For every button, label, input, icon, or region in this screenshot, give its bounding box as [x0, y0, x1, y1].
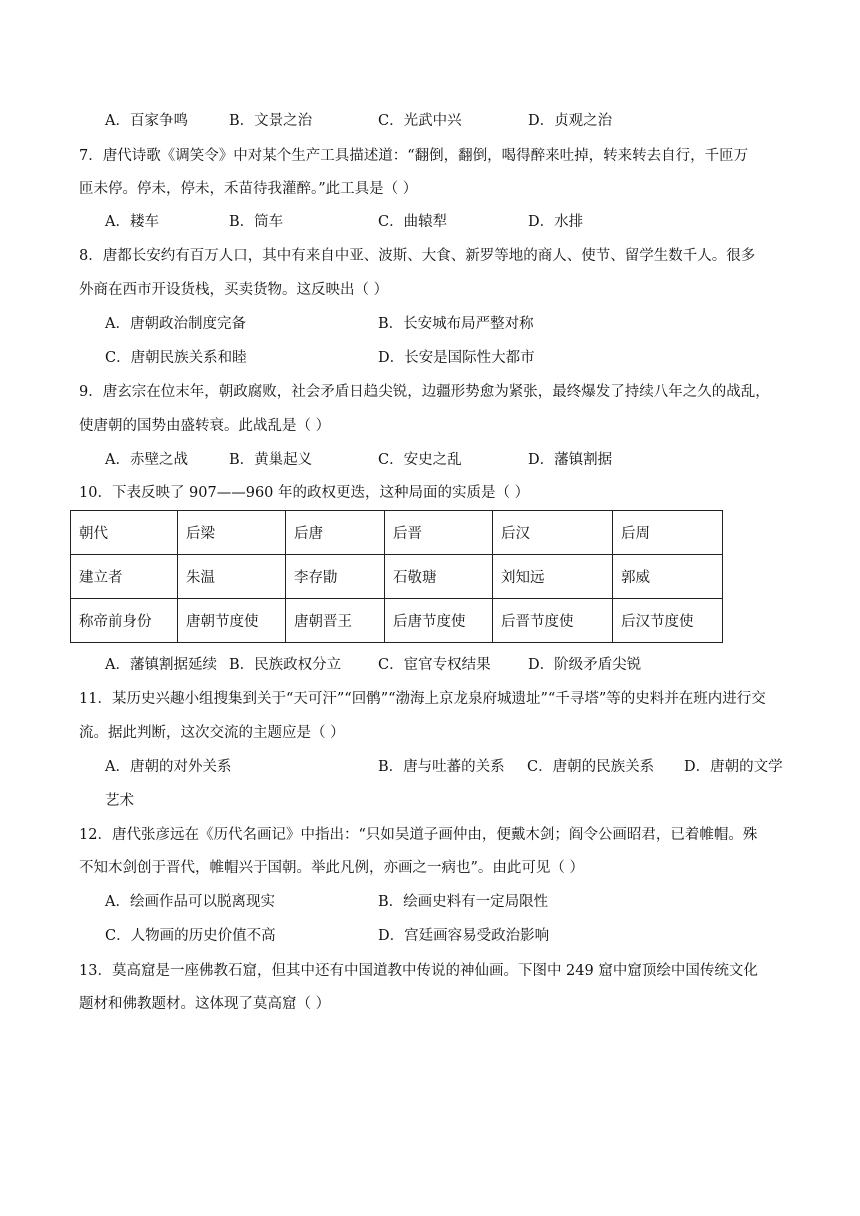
q9-option-c: C．安史之乱 [378, 452, 462, 468]
table-cell: 唐朝节度使 [178, 599, 286, 643]
table-row [71, 555, 723, 599]
q11-option-a: A．唐朝的对外关系 [105, 759, 232, 775]
q11-option-b: B．唐与吐蕃的关系 [378, 759, 505, 775]
q9-option-b: B．黄巢起义 [229, 452, 313, 468]
table-cell: 后梁 [178, 511, 286, 555]
q10-option-c: C．宦官专权结果 [378, 657, 491, 673]
q10-stem: 10．下表反映了 907——960 年的政权更迭，这种局面的实质是（ ） [79, 485, 530, 501]
q8-option-a: A．唐朝政治制度完备 [105, 316, 246, 332]
q6-option-b: B．文景之治 [229, 113, 313, 129]
q12-option-c: C．人物画的历史价值不高 [105, 928, 276, 944]
table-cell: 后晋节度使 [493, 599, 613, 643]
table-cell: 后汉 [493, 511, 613, 555]
q12-option-b: B．绘画史料有一定局限性 [378, 894, 549, 910]
q10-option-b: B．民族政权分立 [229, 657, 342, 673]
table-cell: 后唐节度使 [385, 599, 493, 643]
table-row [71, 599, 723, 643]
table-cell: 后晋 [385, 511, 493, 555]
table-cell: 刘知远 [493, 555, 613, 599]
table-cell: 后唐 [286, 511, 385, 555]
table-cell: 石敬瑭 [385, 555, 493, 599]
q11-option-d-wrap: 艺术 [105, 793, 134, 809]
q10-option-d: D．阶级矛盾尖锐 [528, 657, 642, 673]
q7-stem-line-1: 7．唐代诗歌《调笑令》中对某个生产工具描述道：“翻倒，翻倒，喝得醉来吐掉，转来转去自行，千匝万 [79, 148, 749, 164]
q11-option-c: C．唐朝的民族关系 [527, 759, 655, 775]
table-cell: 称帝前身份 [71, 599, 178, 643]
q12-option-d: D．宫廷画容易受政治影响 [378, 928, 550, 944]
q8-option-c: C．唐朝民族关系和睦 [105, 350, 247, 366]
q7-stem-line-2: 匝未停。停未，停未，禾苗待我灌醉。”此工具是（ ） [79, 181, 418, 197]
q12-stem-line-2: 不知木剑创于晋代，帷帽兴于国朝。举此凡例，亦画之一病也”。由此可见（ ） [79, 860, 585, 876]
q8-stem-line-2: 外商在西市开设货栈，买卖货物。这反映出（ ） [79, 282, 389, 298]
q7-option-d: D．水排 [528, 214, 584, 230]
q11-stem-line-1: 11．某历史兴趣小组搜集到关于“天可汗”“回鹘”“渤海上京龙泉府城遗址”“千寻塔”等的史料并在班内进行交 [79, 691, 766, 707]
regime-change-table [70, 510, 723, 643]
q8-option-b: B．长安城布局严整对称 [378, 316, 534, 332]
q13-stem-line-1: 13．莫高窟是一座佛教石窟，但其中还有中国道教中传说的神仙画。下图中 249 窟中窟顶绘中国传统文化 [79, 963, 758, 979]
table-cell: 建立者 [71, 555, 178, 599]
table-cell: 后汉节度使 [613, 599, 723, 643]
q9-option-d: D．藩镇割据 [528, 452, 613, 468]
q7-option-b: B．筒车 [229, 214, 284, 230]
q7-option-c: C．曲辕犁 [378, 214, 448, 230]
table-cell: 朱温 [178, 555, 286, 599]
q12-stem-line-1: 12．唐代张彦远在《历代名画记》中指出：“只如吴道子画仲由，便戴木剑；阎令公画昭君，已着帷帽。殊 [79, 827, 758, 843]
q7-option-a: A．耧车 [105, 214, 159, 230]
q8-option-d: D．长安是国际性大都市 [378, 350, 535, 366]
table-cell: 朝代 [71, 511, 178, 555]
q6-option-d: D．贞观之治 [528, 113, 613, 129]
table-row [71, 511, 723, 555]
q9-stem-line-1: 9．唐玄宗在位末年，朝政腐败，社会矛盾日趋尖锐，边疆形势愈为紧张，最终爆发了持续八年之久的战乱， [79, 384, 770, 400]
q10-option-a: A．藩镇割据延续 [105, 657, 217, 673]
q11-option-d: D．唐朝的文学 [684, 759, 783, 775]
table-cell: 唐朝晋王 [286, 599, 385, 643]
table-cell: 李存勖 [286, 555, 385, 599]
q13-stem-line-2: 题材和佛教题材。这体现了莫高窟（ ） [79, 996, 331, 1012]
q8-stem-line-1: 8．唐都长安约有百万人口，其中有来自中亚、波斯、大食、新罗等地的商人、使节、留学生数千人。很多 [79, 248, 756, 264]
q9-stem-line-2: 使唐朝的国势由盛转衰。此战乱是（ ） [79, 418, 331, 434]
q12-option-a: A．绘画作品可以脱离现实 [105, 894, 275, 910]
q11-stem-line-2: 流。据此判断，这次交流的主题应是（ ） [79, 725, 345, 741]
q6-option-c: C．光武中兴 [378, 113, 462, 129]
q9-option-a: A．赤壁之战 [105, 452, 188, 468]
q6-option-a: A．百家争鸣 [105, 113, 188, 129]
table-cell: 郭威 [613, 555, 723, 599]
table-cell: 后周 [613, 511, 723, 555]
